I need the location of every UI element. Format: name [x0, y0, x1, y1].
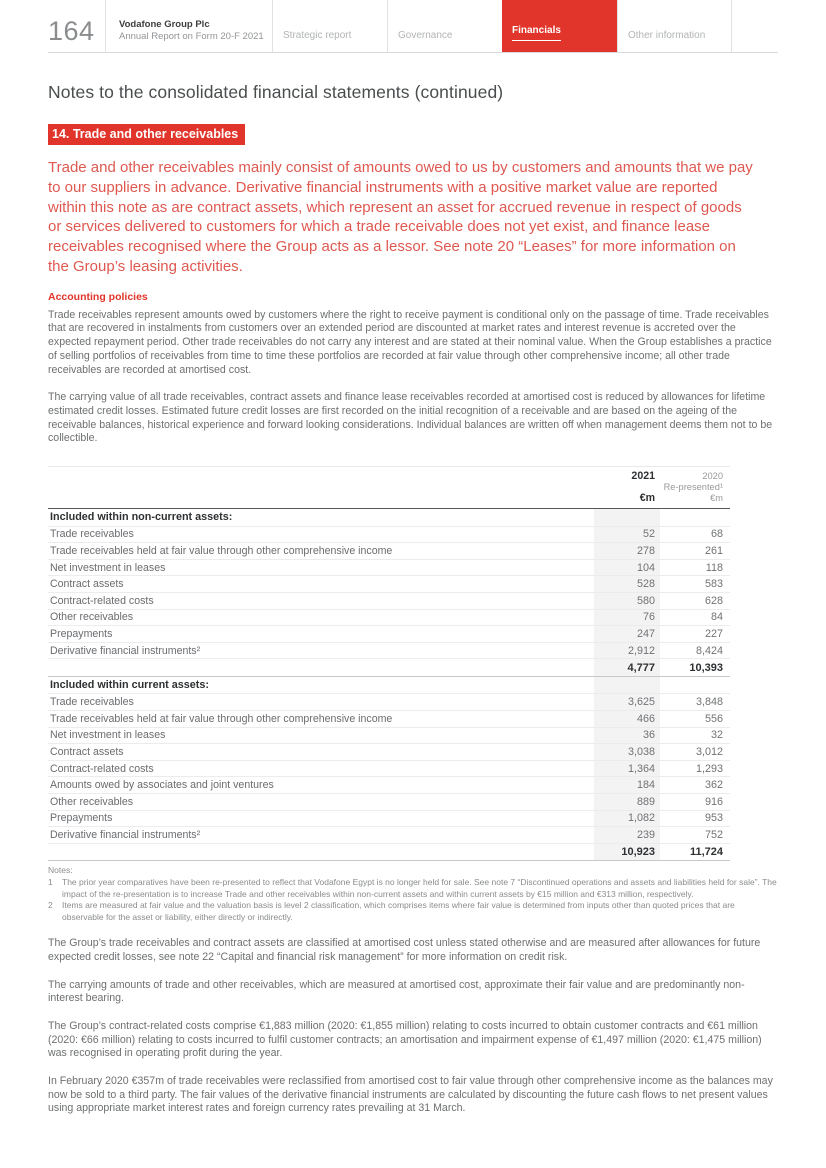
total-2021: 4,777: [594, 659, 660, 676]
body-paragraph: The Group’s trade receivables and contract assets are classified at amortised cost unless stated otherwise and are measured after allowances for future expected credit losses, see note 22 “Capital and financial risk management” for more information on credit risk.: [48, 937, 761, 963]
row-label: Derivative financial instruments²: [50, 644, 201, 657]
report-brand: [105, 0, 272, 52]
tab-label: Strategic report: [283, 30, 352, 41]
total-2020: 10,393: [689, 661, 723, 674]
value-2021: 247: [594, 626, 660, 642]
value-2021: 3,625: [594, 694, 660, 710]
table-row: [48, 777, 730, 794]
table-row: [48, 560, 730, 577]
column-header-2021: 2021: [631, 470, 655, 483]
page-header: [48, 0, 778, 53]
value-2021: 1,364: [594, 761, 660, 777]
value-2021: 528: [594, 576, 660, 592]
accounting-policies-paragraphs: [48, 309, 778, 446]
value-2021: 466: [594, 711, 660, 727]
tab-label: Financials: [512, 25, 561, 41]
tab-governance[interactable]: [387, 0, 502, 52]
spacer-cell: [48, 470, 594, 482]
tab-other-information[interactable]: [617, 0, 732, 52]
row-label: Net investment in leases: [50, 561, 166, 574]
accounting-policy-paragraph: Trade receivables represent amounts owed by customers where the right to receive payment is conditional only on the passage of time. Trade receivables that are recovered in instalments from customers over an extended period are discounted at market rates and interest revenue is accreted over the expected repayment period. Other trade receivables do not carry any interest and are stated at their nominal value. When the Group establishes a practice of selling portfolios of receivables from time to time these portfolios are recorded at fair value through other comprehensive income; all other trade receivables are recorded at amortised cost.: [48, 308, 772, 376]
row-label: Prepayments: [50, 627, 113, 640]
table-header-represented-row: [48, 482, 730, 492]
note-text: The prior year comparatives have been re-presented to reflect that Vodafone Egypt is no longer held for sale. See note 7 “Discontinued operations and assets and liabilities held for sale”. The impact of the re-presentation is to increase Trade and other receivables within non-current assets and within current assets by €15 million and €313 million, respectively.: [62, 877, 777, 899]
column-header-2020: 2020: [702, 471, 723, 482]
value-2020: 583: [704, 578, 723, 591]
row-label: Prepayments: [50, 812, 113, 825]
table-row: [48, 543, 730, 560]
note-marker: 2: [48, 900, 53, 911]
row-label: Trade receivables held at fair value through other comprehensive income: [50, 545, 393, 557]
spacer-cell: [48, 492, 594, 504]
value-2020: 8,424: [695, 644, 723, 657]
table-row: [48, 694, 730, 711]
value-2020: 916: [704, 795, 723, 808]
table-total-row: [48, 659, 730, 677]
body-paragraph: The Group’s contract-related costs comprise €1,883 million (2020: €1,855 million) relating to costs incurred to obtain customer contracts and €61 million (2020: €66 million) relating to costs incurred to fulfil customer contracts; an amortisation and impairment expense of €1,497 million (2020: €1,475 million) was recognised in operating profit during the year.: [48, 1019, 762, 1060]
footnotes-list: [48, 877, 778, 923]
value-2021: 184: [594, 777, 660, 793]
note-marker: 1: [48, 877, 53, 888]
note-item: [48, 900, 778, 923]
table-row: [48, 744, 730, 761]
table-section-heading: Included within current assets:: [50, 679, 209, 692]
note-text: Items are measured at fair value and the valuation basis is level 2 classification, which comprises items where fair value is determined from inputs other than quoted prices that are observable for the asset or liability, either directly or indirectly.: [62, 900, 735, 922]
page-content: [0, 82, 826, 1116]
section-tabs: [272, 0, 732, 52]
row-label: Contract-related costs: [50, 594, 154, 607]
value-2020: 556: [704, 712, 723, 725]
table-row: [48, 711, 730, 728]
table-row: [48, 626, 730, 643]
row-label: Other receivables: [50, 795, 134, 808]
page-number: 164: [48, 16, 95, 46]
brand-title: Vodafone Group Plc: [119, 19, 210, 31]
table-header: [48, 467, 730, 509]
table-row: [48, 728, 730, 745]
value-2021: 2,912: [594, 643, 660, 659]
spacer-cell: [48, 482, 594, 492]
value-2021: 36: [594, 728, 660, 744]
row-label: Trade receivables: [50, 696, 134, 709]
table-section-row: [48, 509, 730, 527]
spacer-cell: [594, 482, 660, 492]
table-header-year-row: [48, 470, 730, 482]
shaded-cell-2021: [594, 677, 660, 694]
total-2020: 11,724: [689, 845, 723, 858]
row-label: Trade receivables: [50, 528, 134, 541]
table-row: [48, 761, 730, 778]
value-2021: 889: [594, 794, 660, 810]
table-row: [48, 610, 730, 627]
value-2021: 104: [594, 560, 660, 576]
column-header-re-presented: Re-presented¹: [663, 482, 723, 493]
value-2020: 953: [704, 812, 723, 825]
note-14-heading: 14. Trade and other receivables: [48, 124, 245, 145]
footnotes-heading: Notes:: [48, 865, 73, 876]
value-2021: 1,082: [594, 811, 660, 827]
row-label: Derivative financial instruments²: [50, 828, 201, 841]
body-paragraphs: [48, 937, 778, 1116]
value-2021: 76: [594, 610, 660, 626]
table-row: [48, 811, 730, 828]
value-2021: 239: [594, 827, 660, 843]
value-2020: 32: [710, 729, 723, 742]
value-2020: 84: [710, 611, 723, 624]
unit-label-2021: €m: [639, 492, 655, 505]
row-label: Contract-related costs: [50, 762, 154, 775]
unit-label-2020: €m: [710, 493, 723, 504]
value-2020: 3,012: [695, 745, 723, 758]
table-row: [48, 576, 730, 593]
table-section-row: [48, 677, 730, 695]
intro-paragraph: Trade and other receivables mainly consist of amounts owed to us by customers and amounts that we pay to our suppliers in advance. Derivative financial instruments with a positive market value are reported within this note as are contract assets, which represent an asset for accrued revenue in respect of goods or services delivered to customers for which a trade receivable does not yet exist, and finance lease receivables recognised where the Group acts as a lessor. See note 20 “Leases” for more information on the Group’s leasing activities.: [48, 159, 753, 275]
value-2020: 68: [710, 528, 723, 541]
note-item: [48, 877, 778, 900]
row-label: Other receivables: [50, 611, 134, 624]
accounting-policy-paragraph: The carrying value of all trade receivables, contract assets and finance lease receivables recorded at amortised cost is reduced by allowances for lifetime estimated credit losses. Estimated future credit losses are first recorded on the initial recognition of a receivable and are based on the ageing of the receivable balances, historical experience and forward looking considerations. Individual balances are written off when management deems them not to be collectible.: [48, 391, 773, 445]
table-row: [48, 794, 730, 811]
tab-label: Governance: [398, 30, 453, 41]
cell-2020: [660, 509, 730, 526]
table-header-unit-row: [48, 492, 730, 504]
value-2020: 362: [704, 779, 723, 792]
footnotes: [48, 865, 778, 923]
table-row: [48, 827, 730, 844]
tab-strategic-report[interactable]: [272, 0, 387, 52]
table-row: [48, 527, 730, 544]
value-2020: 227: [704, 627, 723, 640]
table-body: [48, 509, 730, 861]
table-row: [48, 593, 730, 610]
value-2020: 628: [704, 594, 723, 607]
tab-label: Other information: [628, 30, 706, 41]
table-total-row: [48, 844, 730, 862]
row-label: Amounts owed by associates and joint ventures: [50, 779, 274, 792]
value-2021: 52: [594, 527, 660, 543]
accounting-policies-heading: Accounting policies: [48, 290, 148, 303]
table-section-heading: Included within non-current assets:: [50, 511, 233, 524]
value-2020: 261: [704, 545, 723, 557]
row-label: Contract assets: [50, 745, 124, 758]
page-title: Notes to the consolidated financial statements (continued): [48, 82, 504, 102]
receivables-table: [48, 466, 730, 861]
body-paragraph: The carrying amounts of trade and other receivables, which are measured at amortised cost, approximate their fair value and are predominantly non-interest bearing.: [48, 978, 745, 1005]
brand-subtitle: Annual Report on Form 20-F 2021: [119, 31, 264, 43]
table-row: [48, 643, 730, 660]
cell-2020: [660, 677, 730, 694]
value-2021: 278: [594, 543, 660, 559]
row-label: Contract assets: [50, 578, 124, 591]
value-2021: 580: [594, 593, 660, 609]
body-paragraph: In February 2020 €357m of trade receivables were reclassified from amortised cost to fair value through other comprehensive income as the balances may now be sold to a third party. The fair values of the derivative financial instruments are calculated by discounting the future cash flows to net present values using appropriate market interest rates and foreign currency rates prevailing at 31 March.: [48, 1075, 773, 1115]
shaded-cell-2021: [594, 509, 660, 526]
value-2020: 3,848: [695, 696, 723, 709]
value-2020: 1,293: [695, 762, 723, 775]
value-2020: 118: [705, 561, 723, 574]
total-2021: 10,923: [594, 844, 660, 861]
value-2021: 3,038: [594, 744, 660, 760]
row-label: Trade receivables held at fair value through other comprehensive income: [50, 712, 393, 725]
row-label: Net investment in leases: [50, 729, 166, 742]
tab-financials[interactable]: [502, 0, 617, 52]
value-2020: 752: [704, 828, 723, 841]
